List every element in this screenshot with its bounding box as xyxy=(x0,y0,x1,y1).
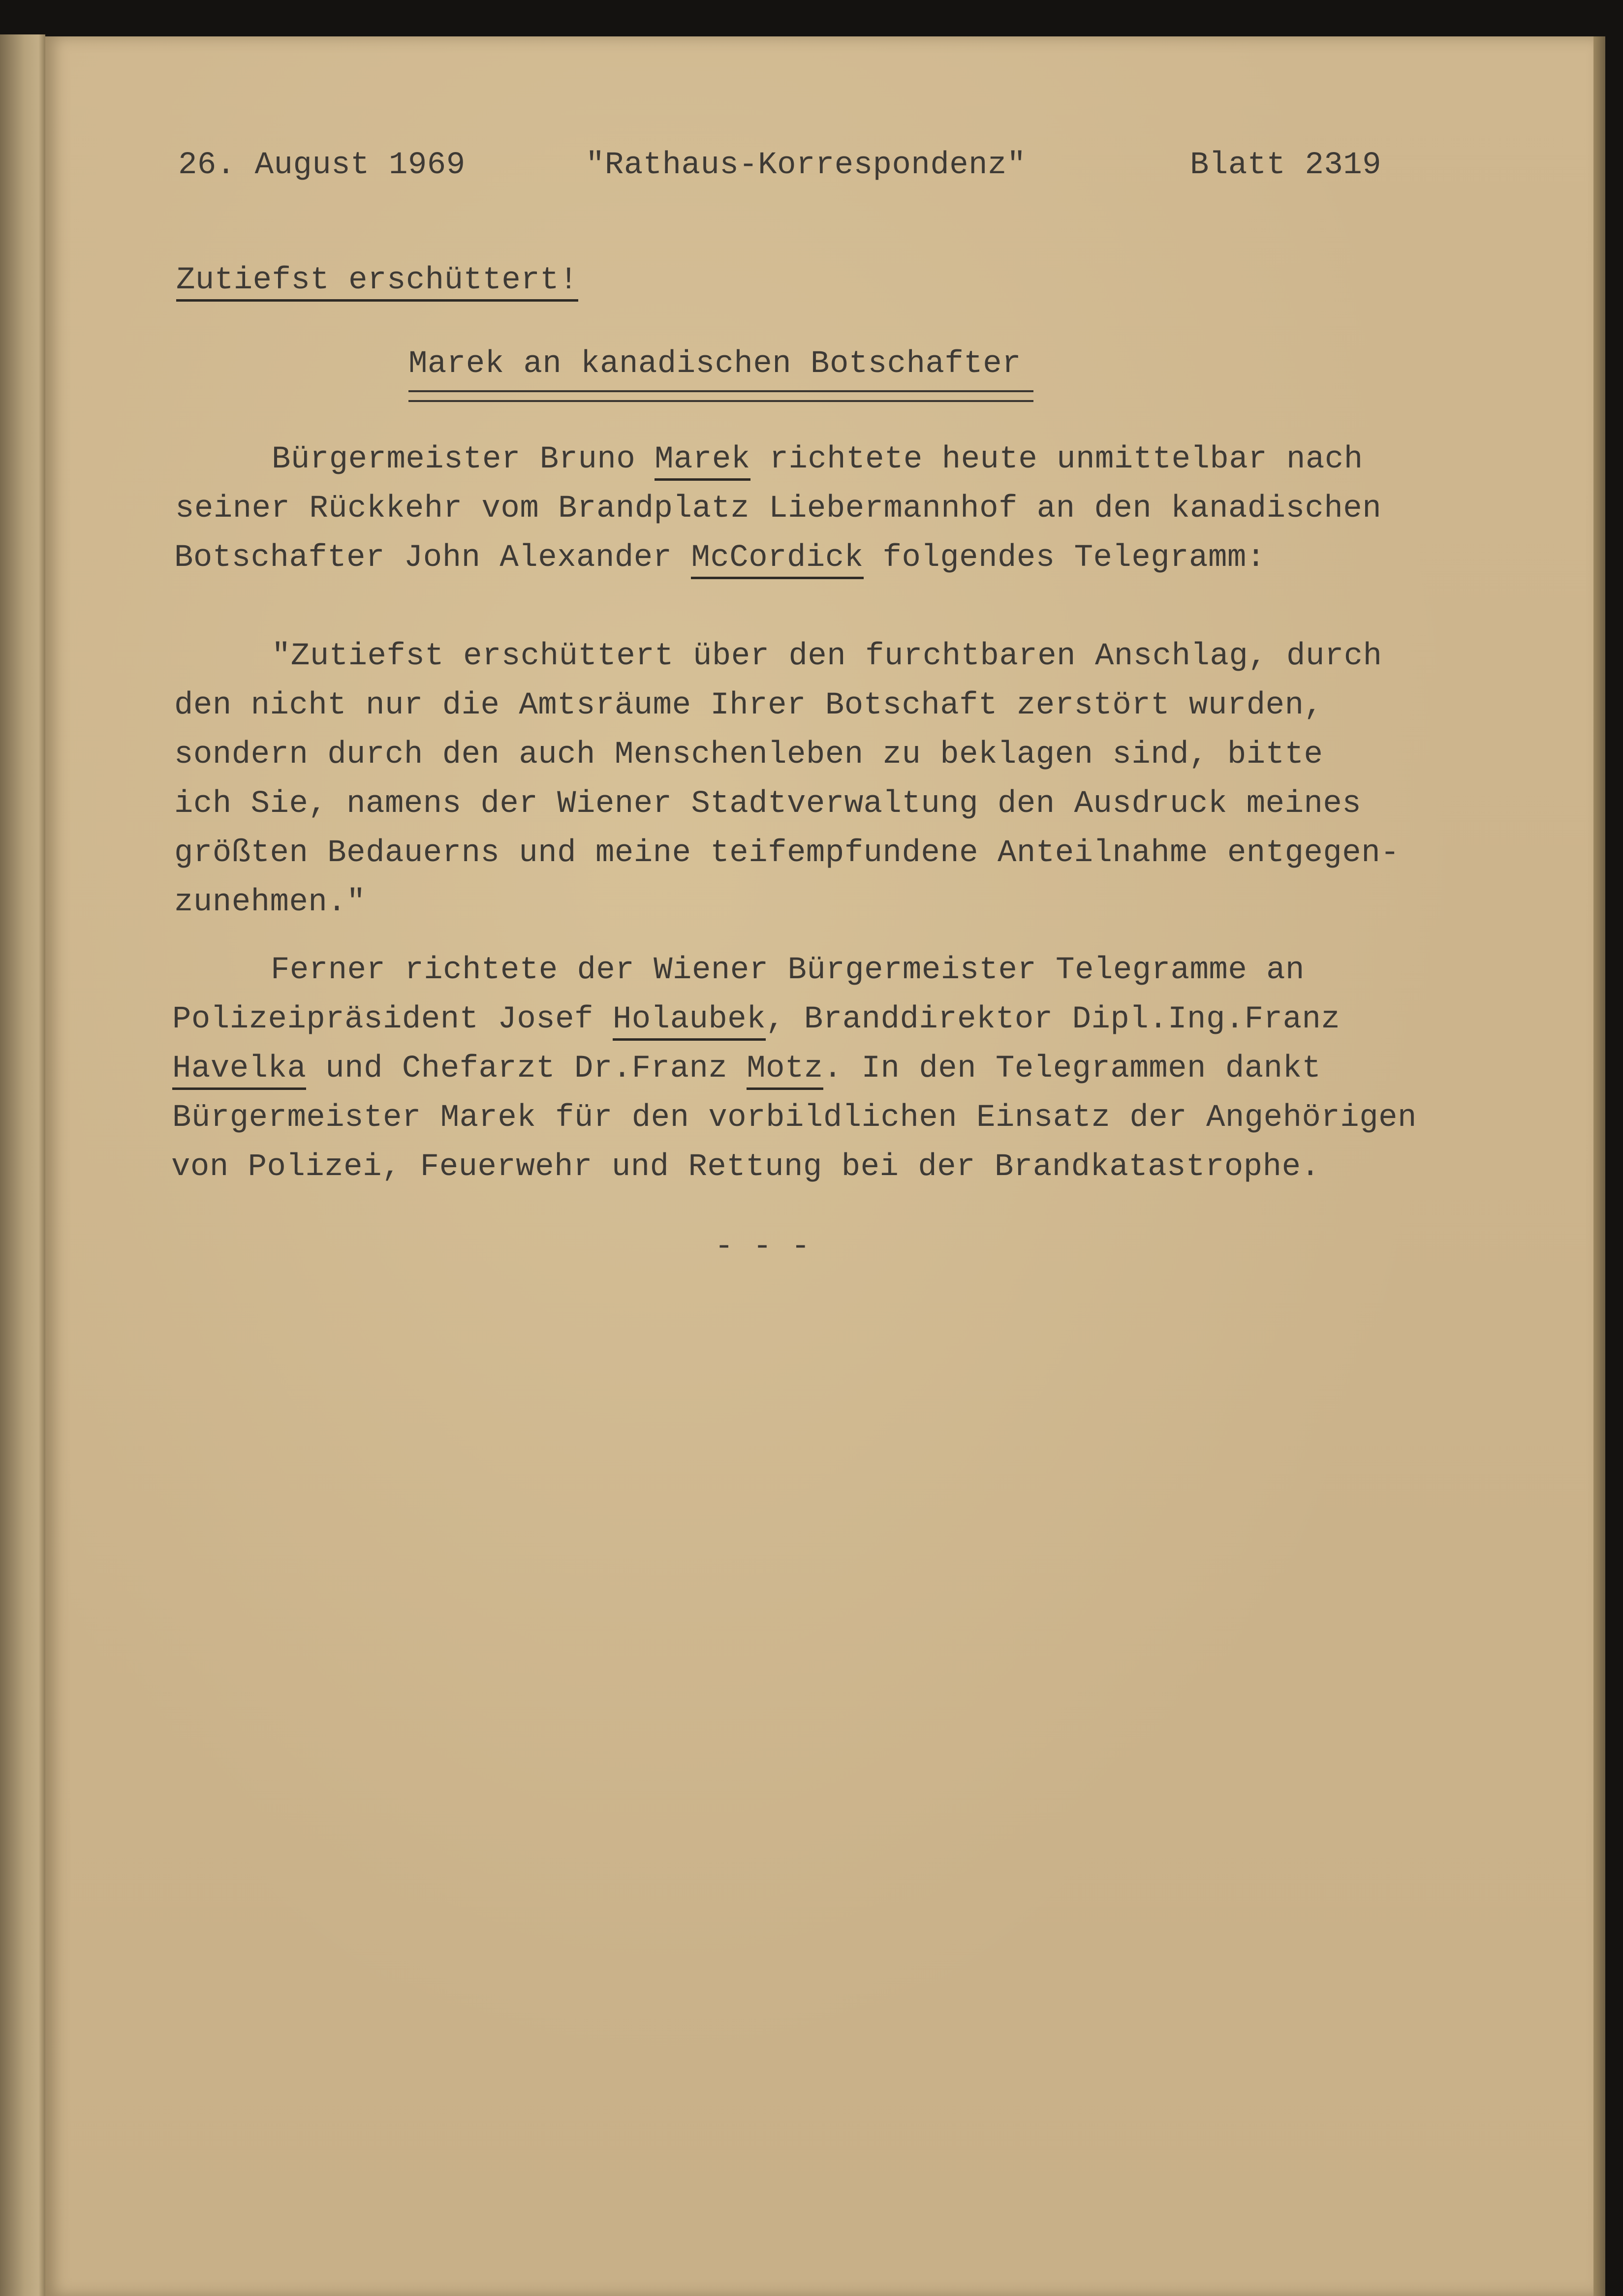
rubric-text: Zutiefst erschüttert! xyxy=(176,263,578,302)
quote-line-4: ich Sie, namens der Wiener Stadtverwaltung den Ausdruck meines xyxy=(174,786,1362,822)
quote-line-6: zunehmen." xyxy=(174,885,366,920)
paragraph1-line3-start: Botschafter John Alexander xyxy=(174,540,691,576)
quote-line-3: sondern durch den auch Menschenleben zu beklagen sind, bitte xyxy=(174,737,1323,773)
paragraph2-line2-end: , Branddirektor Dipl.Ing.Franz xyxy=(766,1002,1341,1037)
paragraph1-line1-start: Bürgermeister Bruno xyxy=(272,442,655,477)
paragraph2-line2 xyxy=(172,995,1340,1044)
paragraph2-line3 xyxy=(172,1044,1321,1093)
paragraph2-line3-middle: und Chefarzt Dr.Franz xyxy=(306,1051,747,1086)
quote-line-2: den nicht nur die Amtsräume Ihrer Botschaft zerstört wurden, xyxy=(174,688,1323,723)
paragraph2-line1: Ferner richtete der Wiener Bürgermeister Telegramme an xyxy=(271,953,1305,988)
name-havelka: Havelka xyxy=(172,1051,306,1090)
paragraph1-line1-end: richtete heute unmittelbar nach xyxy=(750,442,1363,477)
name-mccordick: McCordick xyxy=(691,540,863,579)
paragraph1-line1 xyxy=(272,435,1363,484)
paragraph1-line2: seiner Rückkehr vom Brandplatz Liebermannhof an den kanadischen xyxy=(175,491,1382,527)
headline: Marek an kanadischen Botschafter xyxy=(408,346,1021,382)
rubric-title xyxy=(176,256,578,305)
paragraph2-line3-end: . In den Telegrammen dankt xyxy=(823,1051,1321,1086)
headline-double-underline xyxy=(408,390,1033,402)
binding-edge xyxy=(0,34,45,2296)
name-motz: Motz xyxy=(747,1051,823,1090)
header-publication: "Rathaus-Korrespondenz" xyxy=(586,148,1026,183)
name-marek: Marek xyxy=(655,442,750,481)
paragraph2-line4: Bürgermeister Marek für den vorbildlichen Einsatz der Angehörigen xyxy=(172,1100,1417,1136)
end-mark: - - - xyxy=(715,1229,811,1265)
paragraph2-line2-start: Polizeipräsident Josef xyxy=(172,1002,613,1037)
header-date: 26. August 1969 xyxy=(178,148,466,183)
paragraph1-line3 xyxy=(174,533,1266,583)
header-sheet-number: Blatt 2319 xyxy=(1190,148,1382,183)
page-edge xyxy=(1593,36,1605,2296)
quote-line-1: "Zutiefst erschüttert über den furchtbaren Anschlag, durch xyxy=(272,639,1382,674)
quote-line-5: größten Bedauerns und meine teifempfundene Anteilnahme entgegen- xyxy=(174,836,1400,871)
paragraph1-line3-end: folgendes Telegramm: xyxy=(863,540,1266,576)
name-holaubek: Holaubek xyxy=(613,1002,766,1041)
paragraph2-line5: von Polizei, Feuerwehr und Rettung bei der Brandkatastrophe. xyxy=(171,1149,1320,1185)
